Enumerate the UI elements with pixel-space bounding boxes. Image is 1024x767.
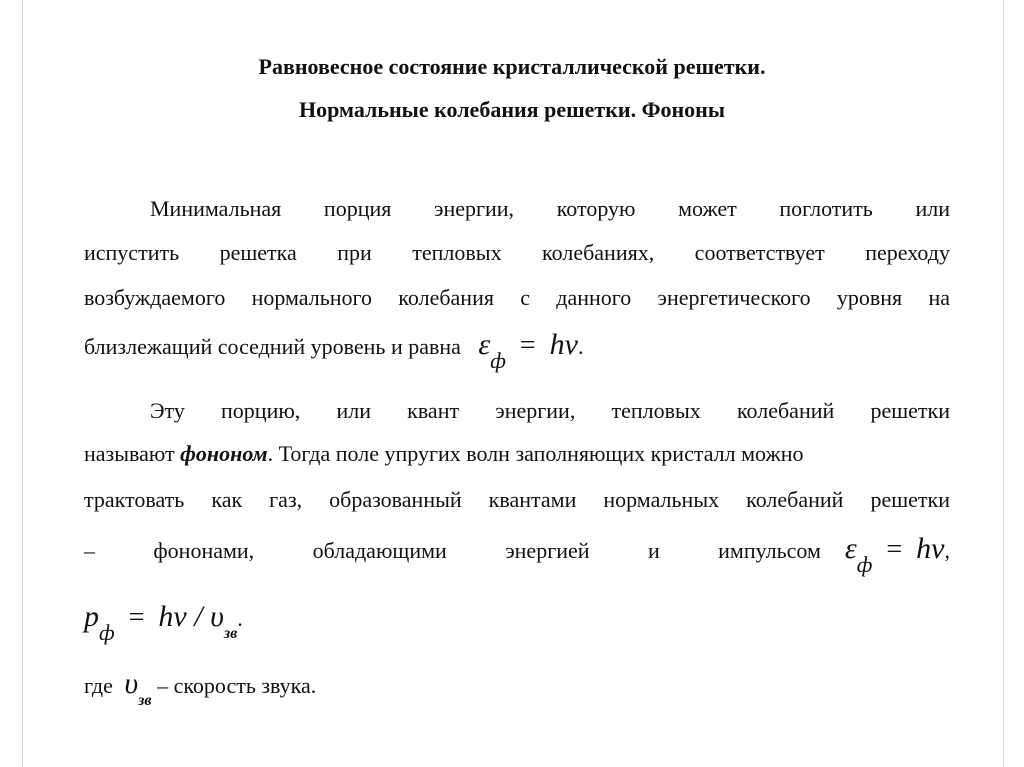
- paragraph-2-line-2-after: . Тогда поле упругих волн заполняющих кристалл можно: [267, 441, 804, 466]
- equals-sign-3: =: [128, 602, 145, 633]
- paragraph-1-line-1: Минимальная порция энергии, которую может поглотить или: [150, 196, 950, 221]
- note-prefix: где: [84, 673, 113, 698]
- paragraph-1-line-4-text: близлежащий соседний уровень и равна: [84, 334, 461, 359]
- paragraph-2-line-3: трактовать как газ, образованный квантами нормальных колебаний решетки: [84, 487, 950, 512]
- paragraph-2-line-2-before: называют: [84, 441, 175, 466]
- formula-comma: ,: [944, 538, 950, 563]
- note-suffix: – скорость звука.: [151, 673, 317, 698]
- formula-period-2: .: [237, 606, 243, 631]
- paragraph-2-line-1: Эту порцию, или квант энергии, тепловых колебаний решетки: [150, 398, 950, 423]
- phonon-energy-formula: [478, 328, 584, 373]
- paragraph-1-line-2: испустить решетка при тепловых колебаниях, соответствует переходу: [84, 240, 950, 265]
- paragraph-2-line-4-text: – фононами, обладающими энергией и импульсом: [84, 538, 821, 563]
- equals-sign: =: [519, 330, 536, 361]
- momentum-formula-line: [84, 600, 950, 645]
- sound-subscript: зв: [223, 625, 238, 642]
- title-line-1: Равновесное состояние кристаллической решетки.: [258, 54, 766, 79]
- epsilon-symbol: ε: [478, 328, 491, 361]
- phonon-subscript: ф: [490, 348, 506, 373]
- title-line-2: Нормальные колебания решетки. Фононы: [298, 97, 725, 122]
- p-symbol: p: [84, 600, 99, 633]
- h-nu-2: hν: [916, 532, 945, 565]
- paragraph-1-line-3: возбуждаемого нормального колебания с данного энергетического уровня на: [84, 285, 950, 310]
- phonon-term: фононом: [180, 441, 268, 466]
- epsilon-symbol-2: ε: [844, 532, 857, 565]
- sound-speed-symbol: [124, 667, 152, 709]
- h-nu: hν: [549, 328, 578, 361]
- momentum-rhs: hν / υ: [158, 600, 224, 633]
- momentum-subscript: ф: [99, 620, 115, 645]
- sound-speed-note: [84, 667, 950, 709]
- note-subscript: зв: [138, 692, 152, 709]
- phonon-subscript-2: ф: [856, 552, 873, 577]
- phonon-momentum-formula: [84, 600, 243, 645]
- equals-sign-2: =: [886, 534, 903, 565]
- paragraph-1-line-4: [84, 328, 950, 373]
- paragraph-2-line-4: [84, 532, 950, 577]
- paragraph-2-line-2: [84, 440, 950, 468]
- phonon-energy-formula-2: [844, 532, 950, 577]
- formula-period: .: [578, 334, 584, 359]
- upsilon-symbol: υ: [124, 667, 139, 700]
